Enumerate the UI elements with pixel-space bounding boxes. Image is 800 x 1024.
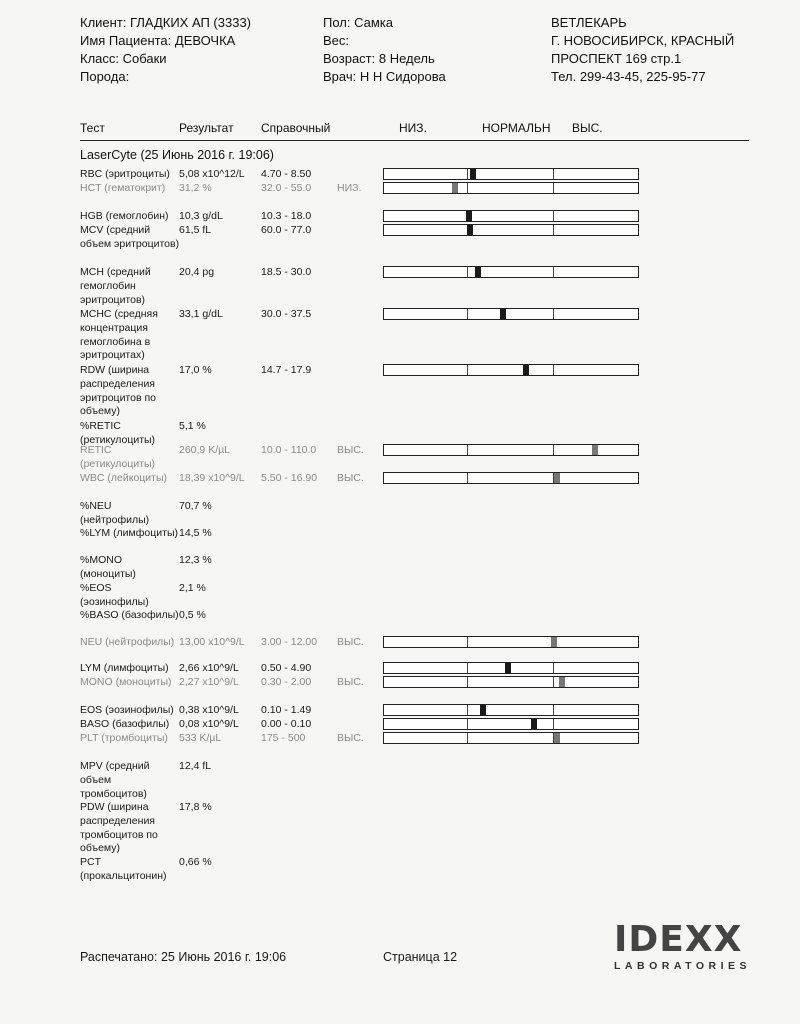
test-result: 0,66 %	[179, 856, 212, 868]
test-result: 10,3 g/dL	[179, 210, 223, 222]
test-reference: 18.5 - 30.0	[261, 266, 312, 278]
test-name: PLT (тромбоциты)	[80, 732, 168, 744]
result-marker	[505, 663, 511, 673]
test-reference: 3.00 - 12.00	[261, 636, 318, 648]
logo-sub: LABORATORIES	[614, 960, 752, 972]
result-marker	[551, 637, 557, 647]
range-bar	[383, 182, 639, 194]
test-name: WBC (лейкоциты)	[80, 472, 168, 484]
range-divider	[467, 637, 468, 647]
test-result: 0,38 x10^9/L	[179, 704, 239, 716]
idexx-logo	[614, 919, 754, 972]
test-result: 17,0 %	[179, 364, 212, 376]
result-marker	[475, 267, 481, 277]
test-name: MONO (моноциты)	[80, 676, 172, 688]
test-result: 61,5 fL	[179, 224, 212, 236]
range-divider	[467, 365, 468, 375]
test-result: 17,8 %	[179, 801, 212, 813]
range-bar	[383, 308, 639, 320]
result-marker	[531, 719, 537, 729]
clinic-address-2: ПРОСПЕКТ 169 стр.1	[551, 51, 682, 66]
test-result: 12,4 fL	[179, 760, 212, 772]
test-name: MCV (средний объем эритроцитов)	[80, 224, 180, 250]
range-divider	[467, 677, 468, 687]
range-divider	[467, 445, 468, 455]
col-reference: Справочный	[261, 121, 331, 135]
range-bar	[383, 704, 639, 716]
range-divider	[553, 225, 554, 235]
patient-details	[323, 14, 446, 86]
range-bar	[383, 168, 639, 180]
test-reference: 0.50 - 4.90	[261, 662, 312, 674]
test-name: NEU (нейтрофилы)	[80, 636, 175, 648]
doctor: Врач: Н Н Сидорова	[323, 69, 446, 84]
col-result: Результат	[179, 121, 234, 135]
col-low: НИЗ.	[399, 121, 427, 135]
test-result: 2,1 %	[179, 582, 206, 594]
test-name: PDW (ширина распределения тромбоцитов по объему)	[80, 801, 158, 855]
col-normal: НОРМАЛЬН	[482, 121, 551, 135]
test-flag: ВЫС.	[337, 444, 364, 456]
range-divider	[467, 267, 468, 277]
test-name: MPV (средний объем тромбоцитов)	[80, 760, 150, 800]
range-divider	[553, 169, 554, 179]
test-reference: 32.0 - 55.0	[261, 182, 312, 194]
test-reference: 10.0 - 110.0	[261, 444, 317, 456]
test-name: %BASO (базофилы)	[80, 609, 179, 621]
test-name: %RETIC (ретикулоциты)	[80, 420, 156, 446]
logo-brand: IDEXX	[614, 919, 743, 960]
test-flag: ВЫС.	[337, 636, 364, 648]
test-result: 260,9 K/µL	[179, 444, 231, 456]
test-reference: 0.00 - 0.10	[261, 718, 312, 730]
test-name: RETIC (ретикулоциты)	[80, 444, 156, 470]
test-result: 5,08 x10^12/L	[179, 168, 245, 180]
result-marker	[500, 309, 506, 319]
range-divider	[553, 309, 554, 319]
test-result: 14,5 %	[179, 527, 212, 539]
test-flag: ВЫС.	[337, 732, 364, 744]
test-name: EOS (эозинофилы)	[80, 704, 174, 716]
test-name: BASO (базофилы)	[80, 718, 170, 730]
range-bar	[383, 732, 639, 744]
test-name: RBC (эритроциты)	[80, 168, 170, 180]
test-name: HCT (гематокрит)	[80, 182, 166, 194]
result-marker	[470, 169, 476, 179]
test-name: %MONO (моноциты)	[80, 554, 136, 580]
test-name: %NEU (нейтрофилы)	[80, 500, 150, 526]
test-flag: НИЗ.	[337, 182, 362, 194]
range-bar	[383, 444, 639, 456]
test-result: 18,39 x10^9/L	[179, 472, 245, 484]
test-reference: 30.0 - 37.5	[261, 308, 312, 320]
test-name: PCT (прокальцитонин)	[80, 856, 167, 882]
test-name: LYM (лимфоциты)	[80, 662, 169, 674]
test-result: 2,27 x10^9/L	[179, 676, 239, 688]
range-divider	[553, 445, 554, 455]
test-reference: 14.7 - 17.9	[261, 364, 312, 376]
result-marker	[559, 677, 565, 687]
col-high: ВЫС.	[572, 121, 603, 135]
range-divider	[553, 211, 554, 221]
range-bar	[383, 224, 639, 236]
patient-info	[80, 14, 251, 86]
client-name: Клиент: ГЛАДКИХ АП (3333)	[80, 15, 252, 30]
range-divider	[467, 705, 468, 715]
range-bar	[383, 364, 639, 376]
clinic-address-1: Г. НОВОСИБИРСК, КРАСНЫЙ	[551, 33, 735, 48]
weight: Вес:	[323, 33, 350, 48]
range-bar	[383, 662, 639, 674]
test-result: 0,5 %	[179, 609, 206, 621]
result-marker	[467, 225, 473, 235]
test-reference: 10.3 - 18.0	[261, 210, 312, 222]
test-reference: 5.50 - 16.90	[261, 472, 318, 484]
range-divider	[467, 473, 468, 483]
test-result: 533 K/µL	[179, 732, 222, 744]
header-rule	[80, 140, 749, 141]
range-divider	[467, 169, 468, 179]
test-result: 2,66 x10^9/L	[179, 662, 239, 674]
result-marker	[592, 445, 598, 455]
age: Возраст: 8 Недель	[323, 51, 435, 66]
range-divider	[553, 267, 554, 277]
test-name: %LYM (лимфоциты)	[80, 527, 178, 539]
range-divider	[467, 663, 468, 673]
test-result: 33,1 g/dL	[179, 308, 223, 320]
test-result: 12,3 %	[179, 554, 212, 566]
clinic-phone: Тел. 299-43-45, 225-95-77	[551, 69, 706, 84]
clinic-name: ВЕТЛЕКАРЬ	[551, 15, 627, 30]
test-reference: 0.10 - 1.49	[261, 704, 312, 716]
test-result: 31,2 %	[179, 182, 212, 194]
test-flag: ВЫС.	[337, 472, 364, 484]
range-divider	[553, 719, 554, 729]
test-result: 5,1 %	[179, 420, 206, 432]
test-result: 20,4 pg	[179, 266, 215, 278]
test-reference: 4.70 - 8.50	[261, 168, 312, 180]
range-divider	[467, 309, 468, 319]
range-bar	[383, 210, 639, 222]
result-marker	[554, 473, 560, 483]
test-name: MCH (средний гемоглобин эритроцитов)	[80, 266, 151, 306]
test-reference: 60.0 - 77.0	[261, 224, 312, 236]
test-flag: ВЫС.	[337, 676, 364, 688]
printed-date: Распечатано: 25 Июнь 2016 г. 19:06	[80, 950, 287, 964]
test-reference: 175 - 500	[261, 732, 306, 744]
test-name: HGB (гемоглобин)	[80, 210, 169, 222]
col-test: Тест	[80, 121, 105, 135]
sex: Пол: Самка	[323, 15, 394, 30]
range-bar	[383, 676, 639, 688]
result-marker	[554, 733, 560, 743]
patient-name: Имя Пациента: ДЕВОЧКА	[80, 33, 236, 48]
result-marker	[480, 705, 486, 715]
clinic-info	[551, 14, 734, 86]
test-result: 0,08 x10^9/L	[179, 718, 239, 730]
page-number: Страница 12	[383, 950, 458, 964]
range-divider	[467, 719, 468, 729]
range-divider	[467, 183, 468, 193]
range-bar	[383, 718, 639, 730]
test-result: 70,7 %	[179, 500, 212, 512]
test-name: MCHC (средняя концентрация гемоглобина в эритроцитах)	[80, 308, 158, 362]
range-divider	[553, 183, 554, 193]
breed: Порода:	[80, 69, 130, 84]
test-name: RDW (ширина распределения эритроцитов по объему)	[80, 364, 156, 418]
result-marker	[523, 365, 529, 375]
test-result: 13,00 x10^9/L	[179, 636, 245, 648]
test-reference: 0.30 - 2.00	[261, 676, 312, 688]
range-divider	[553, 705, 554, 715]
result-marker	[466, 211, 472, 221]
section-title: LaserCyte (25 Июнь 2016 г. 19:06)	[80, 148, 274, 162]
test-name: %EOS (эозинофилы)	[80, 582, 149, 608]
range-bar	[383, 472, 639, 484]
range-bar	[383, 636, 639, 648]
range-divider	[553, 677, 554, 687]
range-divider	[553, 663, 554, 673]
range-divider	[467, 733, 468, 743]
range-divider	[553, 365, 554, 375]
result-marker	[452, 183, 458, 193]
range-bar	[383, 266, 639, 278]
species-class: Класс: Собаки	[80, 51, 167, 66]
